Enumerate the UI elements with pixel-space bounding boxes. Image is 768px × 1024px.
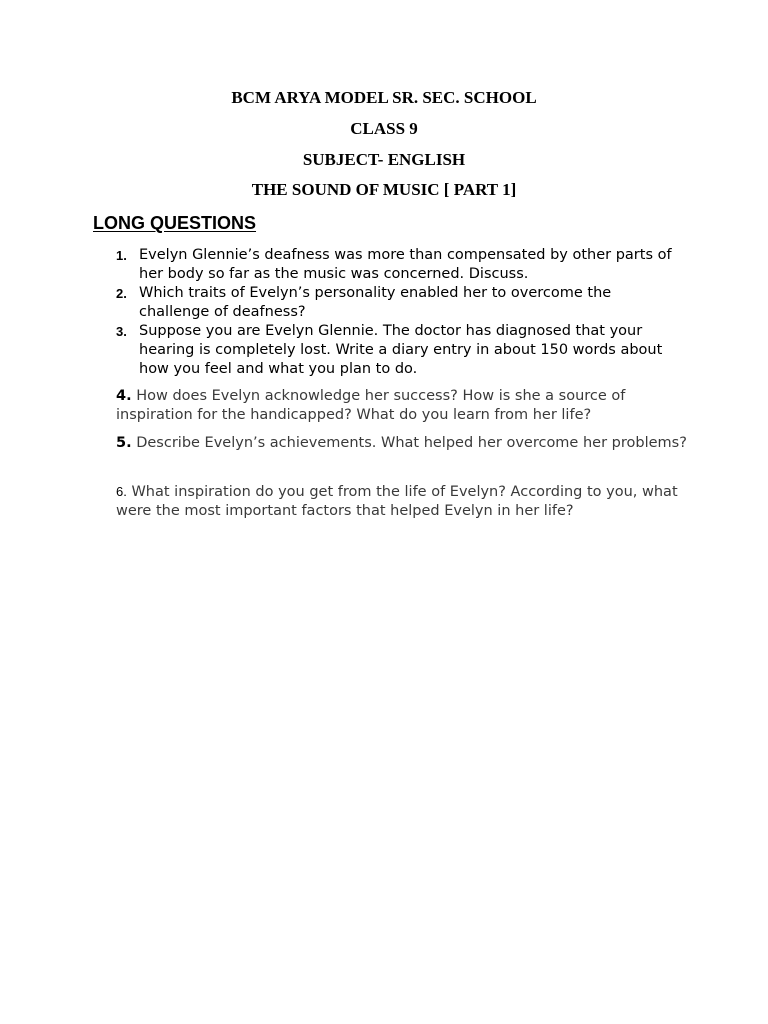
chapter-title: THE SOUND OF MUSIC [ PART 1] bbox=[251, 180, 517, 199]
list-item-number: 1. bbox=[116, 248, 127, 263]
list-item bbox=[116, 322, 676, 379]
question-text: What inspiration do you get from the life of Evelyn? According to you, what were the most important factors that helped Evelyn in her life? bbox=[116, 484, 678, 519]
class-label: CLASS 9 bbox=[350, 119, 418, 138]
list-item bbox=[116, 284, 676, 322]
question-paragraph bbox=[116, 434, 691, 453]
question-text: Describe Evelyn’s achievements. What helped her overcome her problems? bbox=[131, 435, 687, 451]
subject-label: SUBJECT- ENGLISH bbox=[302, 150, 466, 169]
question-text: How does Evelyn acknowledge her success? How is she a source of inspiration for the handicapped? What do you learn from her life? bbox=[116, 388, 626, 423]
question-number: 4. bbox=[116, 388, 132, 404]
list-item-number: 3. bbox=[116, 324, 127, 339]
list-item-text: Which traits of Evelyn’s personality enabled her to overcome the challenge of deafness? bbox=[139, 285, 612, 320]
school-name: BCM ARYA MODEL SR. SEC. SCHOOL bbox=[231, 88, 537, 107]
list-item-text: Evelyn Glennie’s deafness was more than compensated by other parts of her body so far as the music was concerned. Discuss. bbox=[139, 247, 672, 282]
section-heading: LONG QUESTIONS bbox=[93, 213, 257, 233]
list-item-number: 2. bbox=[116, 286, 127, 301]
list-item-text: Suppose you are Evelyn Glennie. The doctor has diagnosed that your hearing is completely lost. Write a diary entry in about 150 words about how you feel and what you plan to do. bbox=[139, 323, 663, 377]
question-paragraph bbox=[116, 482, 691, 521]
question-paragraph bbox=[116, 387, 691, 425]
question-number: 5. bbox=[116, 435, 132, 451]
question-number: 6. bbox=[116, 484, 127, 499]
list-item bbox=[116, 246, 676, 284]
